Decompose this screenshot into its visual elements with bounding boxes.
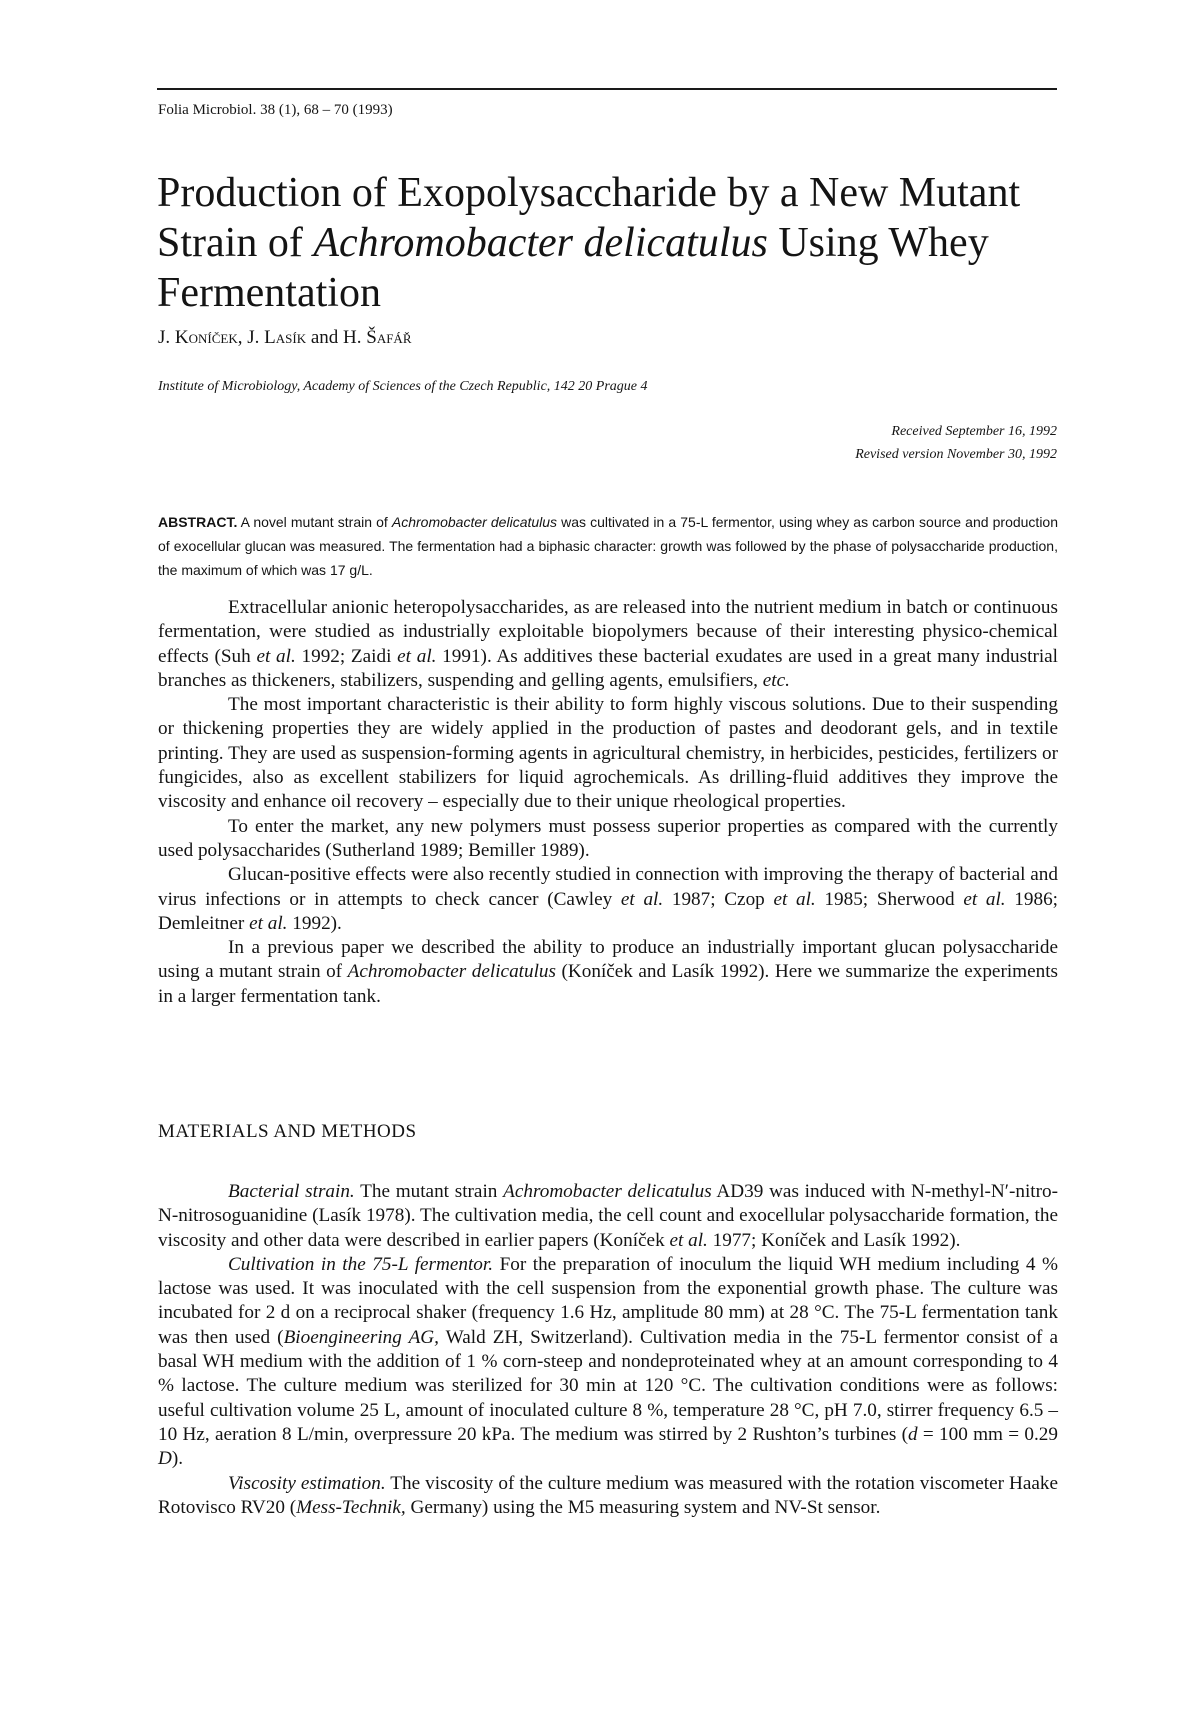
paragraph: Glucan-positive effects were also recently studied in connection with improving the therapy of bacterial and virus infections or in attempts to check cancer (Cawley et al. 1987; Czop et al. 1985; Sherwood et al. 1986; Demleitner et al. 1992).: [158, 864, 1058, 934]
abstract: ABSTRACT. A novel mutant strain of Achromobacter delicatulus was cultivated in a 75-L fermentor, using whey as carbon source and production of exocellular glucan was measured. The fermentation had a biphasic character: growth was followed by the phase of polysaccharide production, the maximum of which was 17 g/L.: [158, 514, 1059, 578]
affiliation: Institute of Microbiology, Academy of Sciences of the Czech Republic, 142 20 Prague 4: [158, 379, 648, 394]
paragraph: Extracellular anionic heteropolysaccharides, as are released into the nutrient medium in batch or continuous fermentation, were studied as industrially exploitable biopolymers because of their interesting physico-chemical effects (Suh et al. 1992; Zaidi et al. 1991). As additives these bacterial exudates are used in a great many industrial branches as thickeners, stabilizers, suspending and gelling agents, emulsifiers, etc.: [158, 597, 1059, 691]
running-head: Folia Microbiol. 38 (1), 68 – 70 (1993): [158, 102, 393, 118]
abstract-label: ABSTRACT.: [158, 514, 238, 530]
received-date: Received September 16, 1992: [891, 424, 1057, 439]
paragraph: Bacterial strain. The mutant strain Achromobacter delicatulus AD39 was induced with N-methyl-N′-nitro-N-nitrosoguanidine (Lasík 1978). The cultivation media, the cell count and exocellular polysaccharide formation, the viscosity and other data were described in earlier papers (Koníček et al. 1977; Koníček and Lasík 1992).: [158, 1181, 1059, 1251]
article-title: Production of Exopolysaccharide by a New Mutant Strain of Achromobacter delicatulus Using Whey Fermentation: [157, 170, 1021, 316]
top-rule: [157, 88, 1057, 90]
paragraph: Cultivation in the 75-L fermentor. For the preparation of inoculum the liquid WH medium including 4 % lactose was used. It was inoculated with the cell suspension from the exponential growth phase. The culture was incubated for 2 d on a reciprocal shaker (frequency 1.6 Hz, amplitude 80 mm) at 28 °C. The 75-L fermentation tank was then used (Bioengineering AG, Wald ZH, Switzerland). Cultivation media in the 75-L fermentor consist of a basal WH medium with the addition of 1 % corn-steep and nondeproteinated whey at an amount corresponding to 4 % lactose. The culture medium was sterilized for 30 min at 120 °C. The cultivation conditions were as follows: useful cultivation volume 25 L, amount of inoculated culture 8 %, temperature 28 °C, pH 7.0, stirrer frequency 6.5 – 10 Hz, aeration 8 L/min, overpressure 20 kPa. The medium was stirred by 2 Rushton’s turbines (d = 100 mm = 0.29 D).: [158, 1253, 1058, 1470]
paragraph: Viscosity estimation. The viscosity of the culture medium was measured with the rotation viscometer Haake Rotovisco RV20 (Mess-Technik, Germany) using the M5 measuring system and NV-St sensor.: [158, 1472, 1059, 1518]
introduction: [158, 596, 1058, 1009]
submission-dates: [855, 420, 1057, 466]
section-heading: MATERIALS AND METHODS: [158, 1121, 417, 1142]
paragraph: The most important characteristic is their ability to form highly viscous solutions. Due to their suspending or thickening properties they are widely applied in the production of pastes and deodorant gels, and in textile printing. They are used as suspension-forming agents in agricultural chemistry, in herbicides, pesticides, fertilizers or fungicides, also as excellent stabilizers for liquid agrochemicals. As drilling-fluid additives they improve the viscosity and enhance oil recovery – especially due to their unique rheological properties.: [158, 694, 1058, 813]
paragraph: In a previous paper we described the ability to produce an industrially important glucan polysaccharide using a mutant strain of Achromobacter delicatulus (Koníček and Lasík 1992). Here we summarize the experiments in a larger fermentation tank.: [158, 937, 1058, 1007]
materials-and-methods: [158, 1180, 1058, 1520]
paragraph: To enter the market, any new polymers must possess superior properties as compared with the currently used polysaccharides (Sutherland 1989; Bemiller 1989).: [158, 815, 1058, 861]
author-list: J. Koníček, J. Lasík and H. Šafář: [158, 327, 412, 348]
revised-date: Revised version November 30, 1992: [855, 447, 1057, 462]
